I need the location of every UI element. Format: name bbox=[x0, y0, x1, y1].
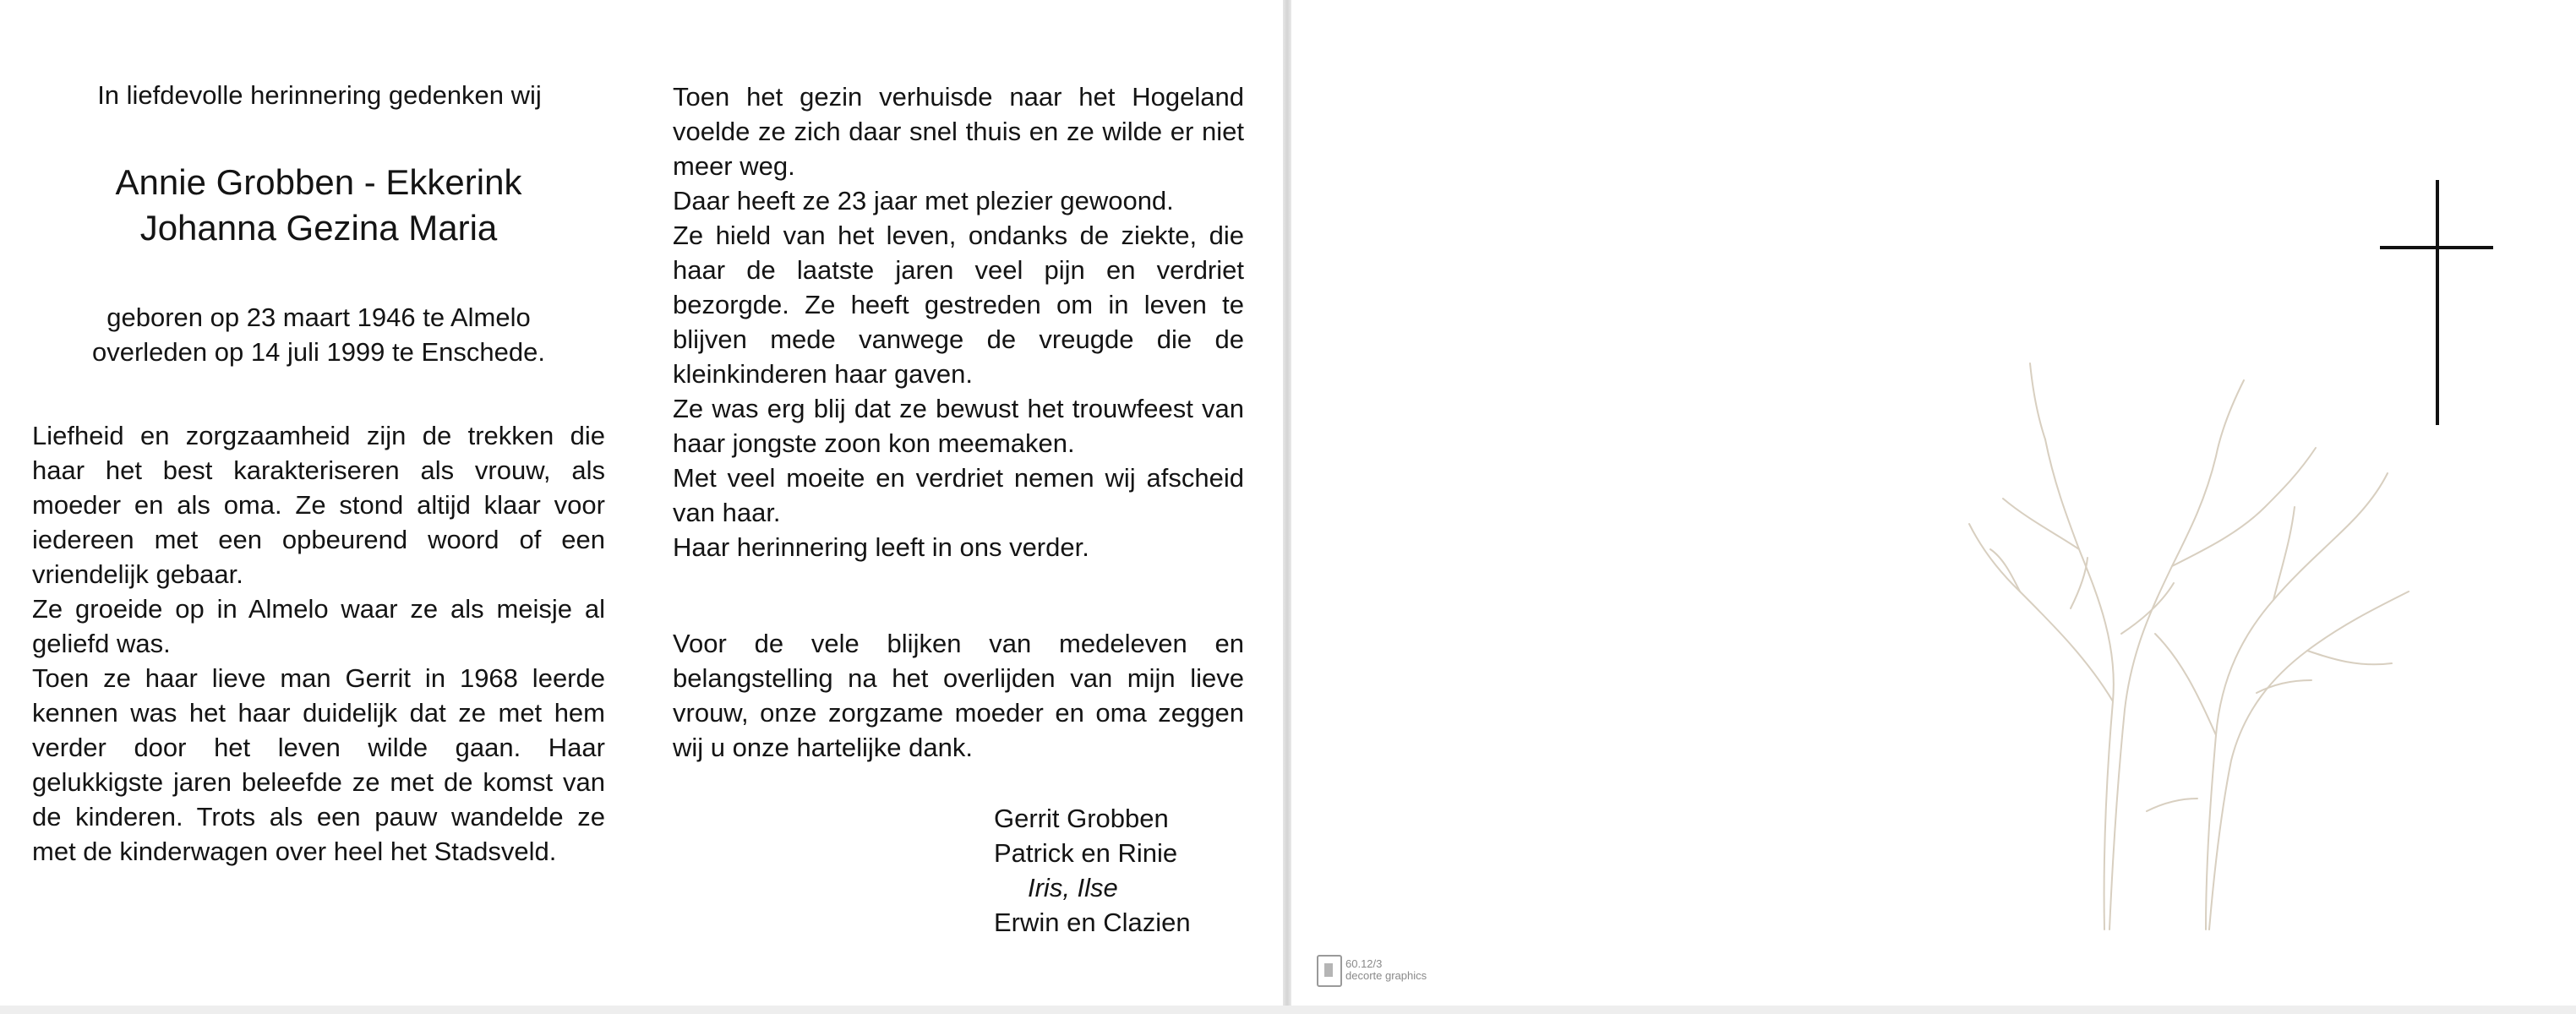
left-panel bbox=[32, 78, 605, 869]
paragraph: Ze was erg blij dat ze bewust het trouwfeest van haar jongste zoon kon meemaken. bbox=[673, 394, 1244, 458]
life-dates bbox=[32, 300, 605, 369]
deceased-name bbox=[32, 160, 605, 251]
thanks-paragraph: Voor de vele blijken van medeleven en belangstelling na het overlijden van mijn lieve vrouw, onze zorgzame moeder en oma zeggen wij u onze hartelijke dank. bbox=[673, 629, 1244, 762]
intro-line: In liefdevolle herinnering gedenken wij bbox=[97, 80, 542, 110]
bare-tree-illustration-icon bbox=[1952, 338, 2426, 946]
paragraph: Toen ze haar lieve man Gerrit in 1968 leerde kennen was het haar duidelijk dat ze met hem verder door het leven wilde gaan. Haar gelukkigste jaren beleefde ze met de komst van de kinderen. Trots als een pauw wandelde ze met de kinderwagen over heel het Stadsveld. bbox=[32, 663, 605, 866]
paragraph: Daar heeft ze 23 jaar met plezier gewoond. bbox=[673, 186, 1174, 215]
signer-son-family: Patrick en Rinie bbox=[994, 838, 1178, 868]
paragraph: Haar herinnering leeft in ons verder. bbox=[673, 532, 1089, 562]
death-date-line: overleden op 14 juli 1999 te Enschede. bbox=[91, 337, 545, 367]
paragraph: Ze hield van het leven, ondanks de ziekte, die haar de laatste jaren veel pijn en verdriet bezorgde. Ze heeft gestreden om in leven te blijven mede vanwege de vreugde die de kleinkinderen haar gaven. bbox=[673, 221, 1244, 389]
thanks-note bbox=[673, 626, 1244, 765]
signer-son2: Erwin en Clazien bbox=[994, 908, 1191, 937]
printer-logo-icon bbox=[1317, 955, 1342, 987]
paragraph: Liefheid en zorgzaamheid zijn de trekken die haar het best karakteriseren als vrouw, als moeder en als oma. Ze stond altijd klaar voor iedereen met een opbeurend woord of een vriendelijk gebaar. bbox=[32, 421, 605, 589]
scan-bottom-edge bbox=[0, 1006, 2576, 1014]
biography-right bbox=[673, 79, 1244, 564]
printer-mark bbox=[1345, 958, 1427, 982]
signer-husband: Gerrit Grobben bbox=[994, 804, 1169, 833]
printer-code: 60.12/3 bbox=[1345, 957, 1383, 970]
deceased-name-line1: Annie Grobben - Ekkerink bbox=[115, 162, 522, 202]
paragraph: Met veel moeite en verdriet nemen wij afscheid van haar. bbox=[673, 463, 1244, 527]
printer-brand: decorte graphics bbox=[1345, 969, 1427, 982]
signer-grandchildren: Iris, Ilse bbox=[1028, 873, 1118, 902]
paragraph: Ze groeide op in Almelo waar ze als meisje al geliefd was. bbox=[32, 594, 605, 658]
biography-left bbox=[32, 418, 605, 869]
card-fold bbox=[1283, 0, 1291, 1014]
right-panel bbox=[673, 79, 1244, 940]
deceased-name-line2: Johanna Gezina Maria bbox=[139, 208, 498, 248]
paragraph: Toen het gezin verhuisde naar het Hogeland voelde ze zich daar snel thuis en ze wilde er niet meer weg. bbox=[673, 82, 1244, 181]
signers-block bbox=[994, 801, 1244, 940]
birth-date-line: geboren op 23 maart 1946 te Almelo bbox=[106, 303, 531, 332]
